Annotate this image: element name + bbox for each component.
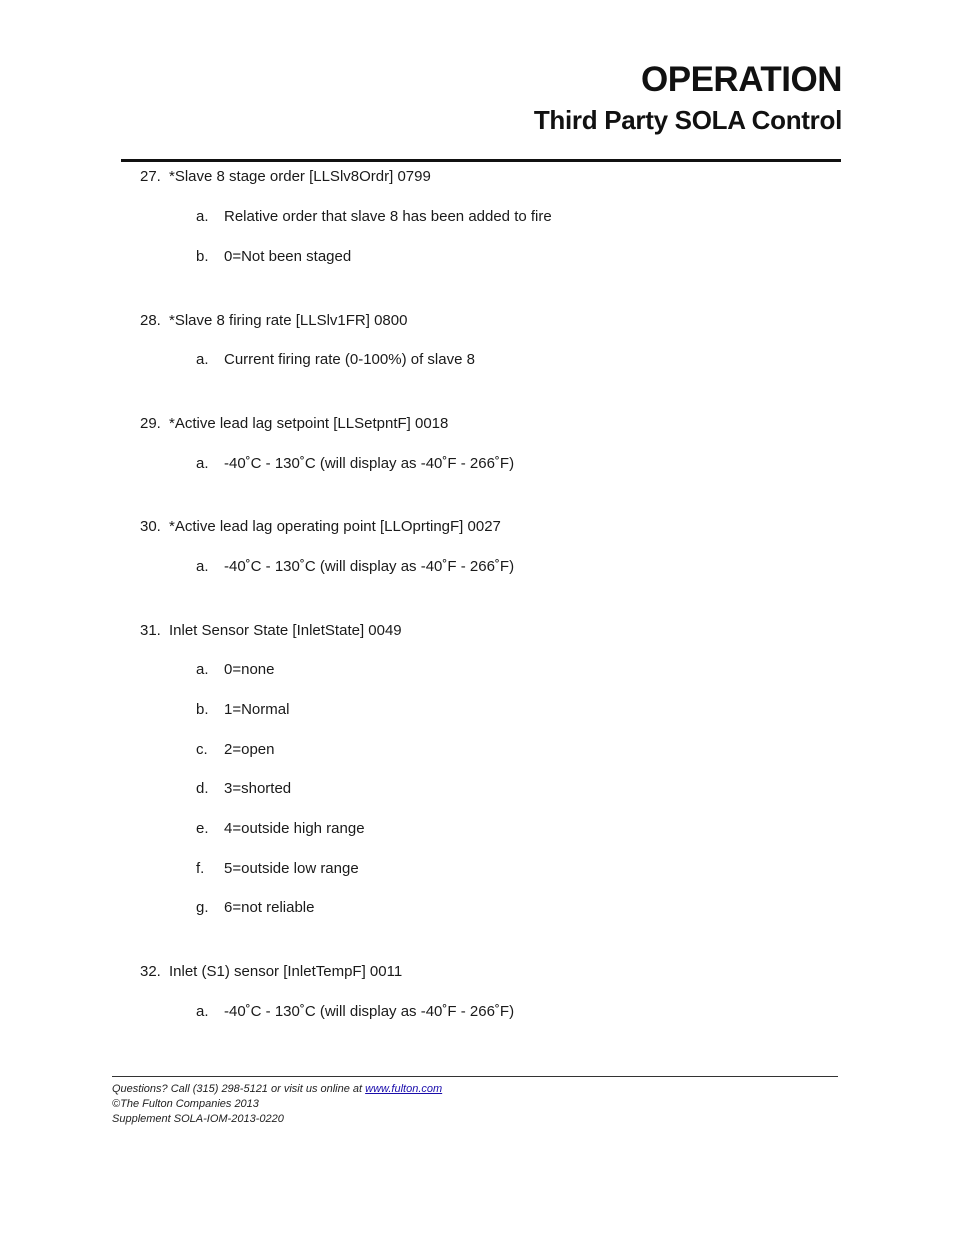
sub-item (196, 246, 351, 268)
sub-item-letter: b. (196, 701, 209, 718)
sub-item-letter: e. (196, 820, 209, 837)
sub-item-text: -40˚C - 130˚C (will display as -40˚F - 266˚F) (224, 558, 515, 575)
sub-item (196, 699, 289, 721)
item-number: 31. (140, 622, 161, 639)
sub-item (196, 858, 359, 880)
page-subtitle: Third Party SOLA Control (533, 105, 842, 135)
sub-item (196, 778, 291, 800)
sub-item (196, 739, 274, 761)
footer-supplement: Supplement SOLA-IOM-2013-0220 (112, 1113, 284, 1125)
footer-contact (112, 1082, 442, 1096)
sub-item-text: Current firing rate (0-100%) of slave 8 (224, 351, 475, 368)
sub-item (196, 453, 514, 475)
item-number: 28. (140, 312, 161, 329)
list-item (140, 516, 501, 538)
sub-item-letter: d. (196, 780, 209, 797)
sub-item-text: -40˚C - 130˚C (will display as -40˚F - 266˚F) (224, 455, 515, 472)
page-title: OPERATION (641, 60, 842, 99)
item-text: *Active lead lag setpoint [LLSetpntF] 0018 (169, 415, 449, 432)
sub-item-letter: a. (196, 208, 209, 225)
list-item (140, 961, 402, 983)
sub-item-letter: a. (196, 351, 209, 368)
item-text: Inlet (S1) sensor [InletTempF] 0011 (169, 963, 403, 980)
sub-item-text: 4=outside high range (224, 820, 365, 837)
footer-copyright: ©The Fulton Companies 2013 (112, 1098, 259, 1110)
sub-item (196, 349, 475, 371)
list-item (140, 413, 448, 435)
fulton-website-link[interactable]: www.fulton.com (365, 1083, 443, 1095)
sub-item (196, 556, 514, 578)
item-number: 32. (140, 963, 161, 980)
sub-item (196, 659, 274, 681)
sub-item-text: 3=shorted (224, 780, 292, 797)
sub-item (196, 206, 552, 228)
sub-item-letter: b. (196, 248, 209, 265)
sub-item (196, 1001, 514, 1023)
header-divider (121, 159, 841, 162)
item-number: 27. (140, 168, 161, 185)
sub-item-text: 6=not reliable (224, 899, 315, 916)
sub-item-letter: a. (196, 455, 209, 472)
sub-item (196, 897, 314, 919)
sub-item-letter: g. (196, 899, 209, 916)
sub-item-text: 0=none (224, 661, 275, 678)
sub-item-text: 0=Not been staged (224, 248, 352, 265)
list-item (140, 310, 407, 332)
sub-item-text: 5=outside low range (224, 860, 359, 877)
item-text: *Slave 8 firing rate [LLSlv1FR] 0800 (169, 312, 408, 329)
sub-item-letter: f. (196, 860, 205, 877)
item-text: *Active lead lag operating point [LLOprtingF] 0027 (169, 518, 501, 535)
list-item (140, 620, 402, 642)
footer-questions-text: Questions? Call (315) 298-5121 or visit us online at (112, 1083, 366, 1095)
item-text: Inlet Sensor State [InletState] 0049 (169, 622, 402, 639)
item-number: 29. (140, 415, 161, 432)
sub-item-letter: a. (196, 558, 209, 575)
sub-item-text: Relative order that slave 8 has been added to fire (224, 208, 552, 225)
sub-item-letter: a. (196, 661, 209, 678)
sub-item-letter: c. (196, 741, 208, 758)
item-text: *Slave 8 stage order [LLSlv8Ordr] 0799 (169, 168, 431, 185)
sub-item (196, 818, 365, 840)
sub-item-text: 2=open (224, 741, 275, 758)
sub-item-text: -40˚C - 130˚C (will display as -40˚F - 266˚F) (224, 1003, 515, 1020)
sub-item-letter: a. (196, 1003, 209, 1020)
sub-item-text: 1=Normal (224, 701, 290, 718)
item-number: 30. (140, 518, 161, 535)
footer-divider (112, 1076, 838, 1077)
list-item (140, 166, 431, 188)
